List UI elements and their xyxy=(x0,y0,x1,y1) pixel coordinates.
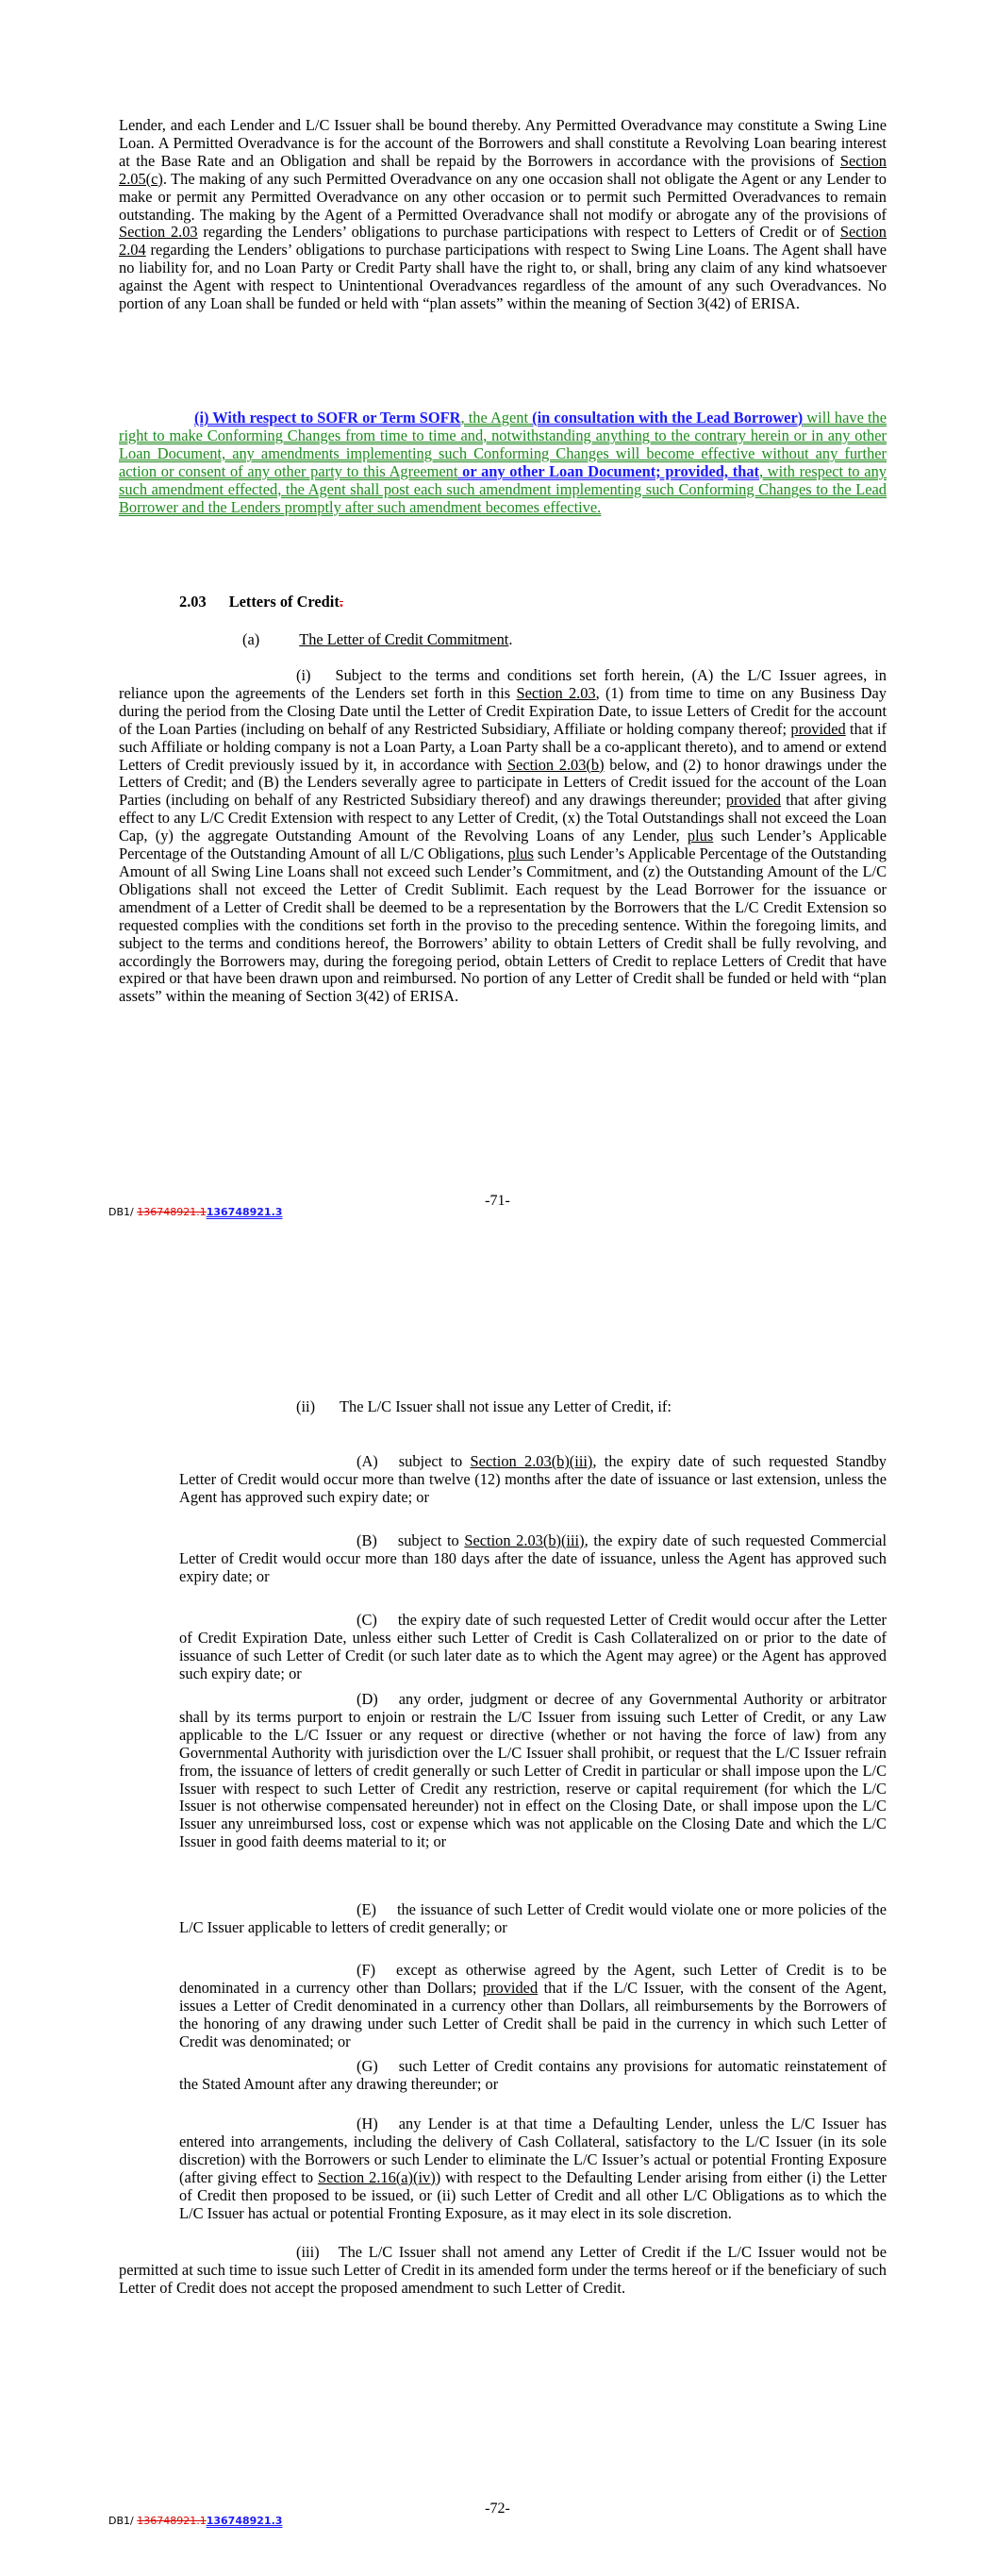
paragraph-overadvance: Lender, and each Lender and L/C Issuer shall be bound thereby. Any Permitted Overadvance may constitute a Swing Line Loan. A Permitted Overadvance is for the account of the Borrowers and shall constitute a Revolving Loan bearing interest at the Base Rate and an Obligation and shall be repaid by the Borrowers in accordance with the provisions of Section 2.05(c). The making of any such Permitted Overadvance on any one occasion shall not obligate the Agent or any Lender to make or permit any Permitted Overadvance on any other occasion or to permit such Permitted Overadvances to remain outstanding. The making by the Agent of a Permitted Overadvance shall not modify or abrogate any of the provisions of Section 2.03 regarding the Lenders’ obligations to purchase participations with respect to Letters of Credit or of Section 2.04 regarding the Lenders’ obligations to purchase participations with respect to Swing Line Loans. The Agent shall have no liability for, and no Loan Party or Credit Party shall have the right to, or shall, bring any claim of any kind whatsoever against the Agent with respect to Unintentional Overadvances regardless of the amount of any such Overadvances. No portion of any Loan shall be funded or held with “plan assets” within the meaning of Section 3(42) of ERISA. xyxy=(119,116,887,313)
page-number: -72- xyxy=(485,2501,510,2517)
clause-B: (B) subject to Section 2.03(b)(iii), the expiry date of such requested Commercial Letter of Credit would occur more than 180 days after the date of issuance, unless the Agent has approved such expiry date; or xyxy=(179,1531,887,1585)
document-footer: DB1/ 136748921.1136748921.3 xyxy=(108,2515,283,2527)
sofr-heading: (i) With respect to SOFR or Term SOFR xyxy=(194,409,461,427)
paragraph-sofr-insertion: (i) With respect to SOFR or Term SOFR, the Agent (in consultation with the Lead Borrower) will have the right to make Conforming Changes from time to time and, notwithstanding anything to the contrary herein or in any other Loan Document, any amendments implementing such Conforming Changes will become effective without any further action or consent of any other party to this Agreement or any other Loan Document; provided, that, with respect to any such amendment effected, the Agent shall post each such amendment implementing such Conforming Changes to the Lead Borrower and the Lenders promptly after such amendment becomes effective. xyxy=(119,409,887,516)
clause-A: (A) subject to Section 2.03(b)(iii), the expiry date of such requested Standby Letter of Credit would occur more than twelve (12) months after the date of issuance or last extension, unless the Agent has approved such expiry date; or xyxy=(179,1452,887,1506)
section-2-03-heading: 2.03 Letters of Credit. xyxy=(179,593,343,611)
clause-C: (C) the expiry date of such requested Letter of Credit would occur after the Letter of Credit Expiration Date, unless either such Letter of Credit is Cash Collateralized on or prior to the date of issuance of such Letter of Credit (or such later date as to which the Agent may agree) or the Agent has approved such expiry date; or xyxy=(179,1611,887,1682)
page-72 xyxy=(0,1288,995,2576)
subsection-a-heading: (a) The Letter of Credit Commitment. xyxy=(242,630,513,648)
paragraph-iii: (iii) The L/C Issuer shall not amend any Letter of Credit if the L/C Issuer would not be permitted at such time to issue such Letter of Credit in its amended form under the terms hereof or if the beneficiary of such Letter of Credit does not accept the proposed amendment to such Letter of Credit. xyxy=(119,2243,887,2297)
paragraph-i-lc-commitment: (i) Subject to the terms and conditions set forth herein, (A) the L/C Issuer agrees, in reliance upon the agreements of the Lenders set forth in this Section 2.03, (1) from time to time on any Business Day during the period from the Closing Date until the Letter of Credit Expiration Date, to issue Letters of Credit for the account of the Loan Parties (including on behalf of any Restricted Subsidiary, Affiliate or holding company thereof; provided that if such Affiliate or holding company is not a Loan Party, a Loan Party shall be a co-applicant thereto), and to amend or extend Letters of Credit previously issued by it, in accordance with Section 2.03(b) below, and (2) to honor drawings under the Letters of Credit; and (B) the Lenders severally agree to participate in Letters of Credit issued for the account of the Loan Parties (including on behalf of any Restricted Subsidiary thereof) and any drawings thereunder; provided that after giving effect to any L/C Credit Extension with respect to any Letter of Credit, (x) the Total Outstandings shall not exceed the Loan Cap, (y) the aggregate Outstanding Amount of the Revolving Loans of any Lender, plus such Lender’s Applicable Percentage of the Outstanding Amount of all L/C Obligations, plus such Lender’s Applicable Percentage of the Outstanding Amount of all Swing Line Loans shall not exceed such Lender’s Commitment, and (z) the Outstanding Amount of the L/C Obligations shall not exceed the Letter of Credit Sublimit. Each request by the Lead Borrower for the issuance or amendment of a Letter of Credit shall be deemed to be a representation by the Borrowers that the L/C Credit Extension so requested complies with the conditions set forth in the proviso to the preceding sentence. Within the foregoing limits, and subject to the terms and conditions hereof, the Borrowers’ ability to obtain Letters of Credit shall be fully revolving, and accordingly the Borrowers may, during the foregoing period, obtain Letters of Credit to replace Letters of Credit that have expired or that have been drawn upon and reimbursed. No portion of any Letter of Credit shall be funded or held with “plan assets” within the meaning of Section 3(42) of ERISA. xyxy=(119,666,887,1006)
ref-section-2-04: Section 2.04 xyxy=(119,223,887,259)
page-number: -71- xyxy=(485,1193,510,1209)
clause-D: (D) any order, judgment or decree of any Governmental Authority or arbitrator shall by its terms purport to enjoin or restrain the L/C Issuer from issuing such Letter of Credit, or any Law applicable to the L/C Issuer or any request or directive (whether or not having the force of law) from any Governmental Authority with jurisdiction over the L/C Issuer shall prohibit, or request that the L/C Issuer refrain from, the issuance of letters of credit generally or such Letter of Credit in particular or shall impose upon the L/C Issuer with respect to such Letter of Credit any restriction, reserve or capital requirement (for which the L/C Issuer is not otherwise compensated hereunder) not in effect on the Closing Date, or shall impose upon the L/C Issuer any unreimbursed loss, cost or expense which was not applicable on the Closing Date and which the L/C Issuer in good faith deems material to it; or xyxy=(179,1690,887,1851)
document-footer: DB1/ 136748921.1136748921.3 xyxy=(108,1206,283,1218)
clause-H: (H) any Lender is at that time a Defaulting Lender, unless the L/C Issuer has entered into arrangements, including the delivery of Cash Collateral, satisfactory to the L/C Issuer (in its sole discretion) with the Borrowers or such Lender to eliminate the L/C Issuer’s actual or potential Fronting Exposure (after giving effect to Section 2.16(a)(iv)) with respect to the Defaulting Lender arising from either (i) the Letter of Credit then proposed to be issued, or (ii) such Letter of Credit and all other L/C Obligations as to which the L/C Issuer has actual or potential Fronting Exposure, as it may elect in its sole discretion. xyxy=(179,2115,887,2222)
clause-E: (E) the issuance of such Letter of Credit would violate one or more policies of the L/C Issuer applicable to letters of credit generally; or xyxy=(179,1900,887,1936)
clause-F: (F) except as otherwise agreed by the Agent, such Letter of Credit is to be denominated in a currency other than Dollars; provided that if the L/C Issuer, with the consent of the Agent, issues a Letter of Credit denominated in a currency other than Dollars, all reimbursements by the Borrowers of the honoring of any drawing under such Letter of Credit shall be paid in the currency in which such Letter of Credit was denominated; or xyxy=(179,1961,887,2050)
clause-G: (G) such Letter of Credit contains any provisions for automatic reinstatement of the Stated Amount after any drawing thereunder; or xyxy=(179,2057,887,2093)
paragraph-ii: (ii) The L/C Issuer shall not issue any Letter of Credit, if: xyxy=(296,1397,672,1415)
ref-section-2-05c: Section 2.05(c) xyxy=(119,151,887,188)
ref-section-2-03: Section 2.03 xyxy=(119,223,198,242)
